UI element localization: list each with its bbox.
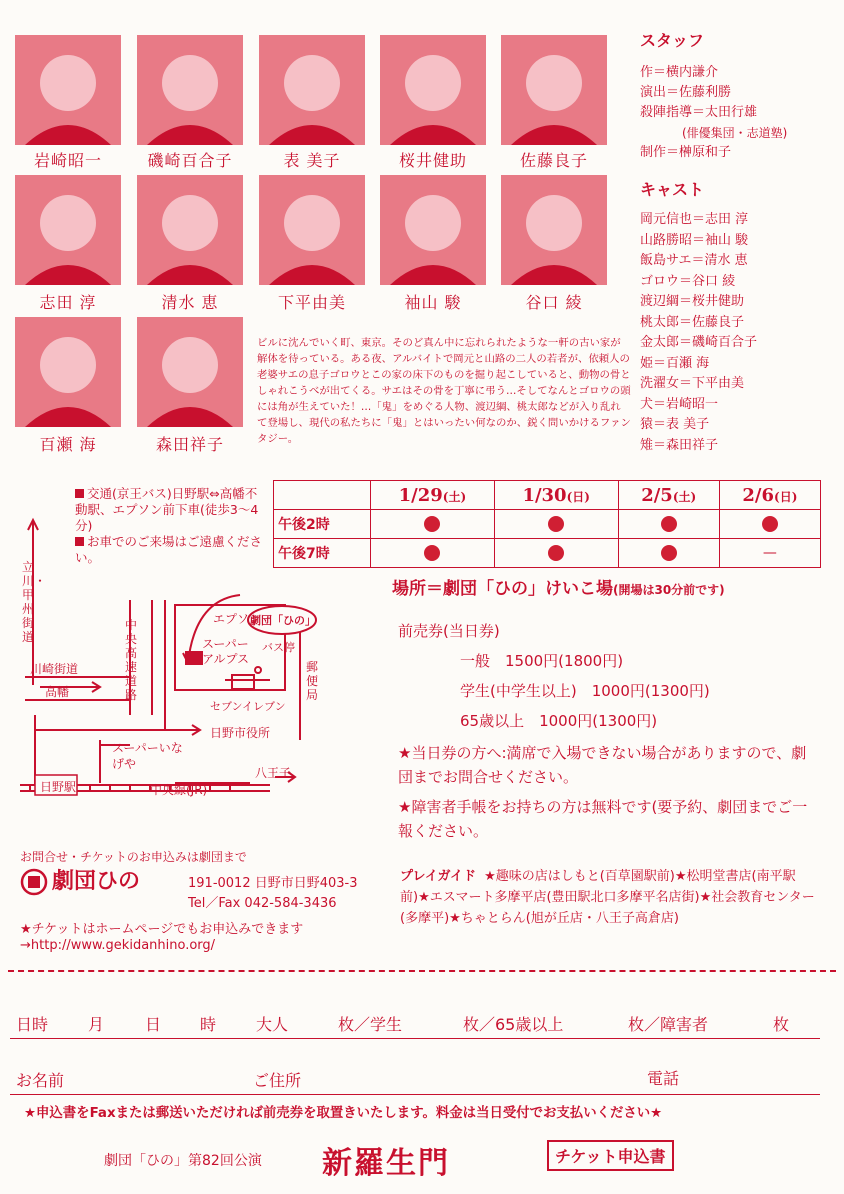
map-label-hino-station: 日野駅 xyxy=(40,780,77,794)
schedule-date: 1/30(日) xyxy=(494,481,618,510)
schedule-cell xyxy=(494,510,618,539)
form-label-address: ご住所 xyxy=(253,1071,302,1090)
price-student: 学生(中学生以上) 1000円(1300円) xyxy=(460,682,710,700)
performance-dot-icon xyxy=(661,545,677,561)
staff-heading: スタッフ xyxy=(640,31,705,50)
form-label-adult: 大人 xyxy=(256,1015,289,1034)
venue-note: (開場は30分前です) xyxy=(613,583,725,597)
ticket-form-badge: チケット申込書 xyxy=(547,1140,674,1171)
story-synopsis: ビルに沈んでいく町、東京。そのど真ん中に忘れられたような一軒の古い家が解体を待っている。ある夜、アルバイトで岡元と山路の二人の若者が、依頼人の老婆サエの息子ゴロウとこの家の床下のものを掘り起こしていると、動物の骨としゃれこうべが出てくる。サエはその骨を丁寧に弔う…そしてなんとゴロウの頭には角が生えていた！…「鬼」をめぐる人物、渡辺綱、桃太郎などが入り乱れて登場し、現代の私たちに「鬼」とはいったい何なのか、鋭く問いかけるファンタジー。 xyxy=(257,337,631,445)
map-label-epson: エプソン xyxy=(213,612,262,626)
cast-photo xyxy=(15,317,121,427)
performance-dot-icon xyxy=(548,545,564,561)
cast-name: 岩崎昭一 xyxy=(33,151,102,170)
contact-tel: Tel／Fax 042-584-3436 xyxy=(188,896,337,911)
staff-line: 作＝横内謙介 xyxy=(640,65,719,80)
schedule-cell xyxy=(371,510,495,539)
schedule-cell xyxy=(494,539,618,568)
playguide-title: プレイガイド xyxy=(400,869,477,884)
cast-line: 桃太郎＝佐藤良子 xyxy=(640,314,745,330)
cast-name: 谷口 綾 xyxy=(525,293,583,312)
cut-line xyxy=(8,970,836,972)
cast-line: 飯島サエ＝清水 恵 xyxy=(640,253,748,268)
form-label-disabled: 枚／障害者 xyxy=(628,1015,709,1034)
cast-line: 岡元信也＝志田 淳 xyxy=(640,212,749,227)
cast-name: 佐藤良子 xyxy=(519,151,588,170)
cast-name: 磯崎百合子 xyxy=(147,151,233,170)
schedule-date: 2/5(土) xyxy=(618,481,719,510)
cast-photo xyxy=(137,35,243,145)
play-title: 新羅生門 xyxy=(322,1146,450,1181)
map-label-tachikawa: 立川・甲州街道 xyxy=(22,560,47,644)
form-notice: ★申込書をFaxまたは郵送いただければ前売券を取置きいたします。料金は当日受付でお支払いください★ xyxy=(24,1106,663,1121)
logo-text: 劇団ひの xyxy=(52,869,141,894)
map-label-takahata: 高幡 xyxy=(45,685,70,699)
map-label-super-inageya: スーパーいなげや xyxy=(112,741,183,771)
form-label-student: 枚／学生 xyxy=(338,1015,403,1034)
performance-dot-icon xyxy=(548,516,564,532)
website-link[interactable]: →http://www.gekidanhino.org/ xyxy=(20,938,216,953)
cast-photo xyxy=(15,175,121,285)
cast-photo xyxy=(380,35,486,145)
cast-name: 志田 淳 xyxy=(39,293,97,312)
web-note: ★チケットはホームページでもお申込みできます xyxy=(20,922,304,937)
form-label-senior: 枚／65歳以上 xyxy=(463,1015,564,1034)
cast-line: 山路勝昭＝袖山 駿 xyxy=(640,232,749,248)
cast-line: 金太郎＝磯崎百合子 xyxy=(640,335,758,350)
access-car: お車でのご来場はご遠慮ください。 xyxy=(75,534,263,565)
cast-name: 桜井健助 xyxy=(398,151,467,170)
schedule-time: 午後7時 xyxy=(274,539,371,568)
performance-dot-icon xyxy=(661,516,677,532)
schedule-corner xyxy=(274,481,371,510)
cast-name: 袖山 駿 xyxy=(404,293,462,312)
cast-name: 下平由美 xyxy=(277,293,346,312)
map-label-city-office: 日野市役所 xyxy=(210,726,271,740)
form-label-month: 月 xyxy=(88,1015,105,1034)
schedule-cell xyxy=(371,539,495,568)
cast-name: 表 美子 xyxy=(283,151,341,170)
schedule-cell xyxy=(719,510,820,539)
cast-line: 渡辺綱＝桜井健助 xyxy=(640,294,745,309)
staff-line: 制作＝榊原和子 xyxy=(640,145,732,160)
form-label-count: 枚 xyxy=(773,1015,790,1034)
price-senior: 65歳以上 1000円(1300円) xyxy=(460,712,658,730)
cast-photo xyxy=(501,175,607,285)
form-line xyxy=(10,1094,820,1095)
map-label-chuo-line: 中央線(JR) xyxy=(150,783,208,797)
performance-number: 劇団「ひの」第82回公演 xyxy=(104,1153,262,1169)
map-label-kawasaki-kaido: 川崎街道 xyxy=(30,662,79,676)
schedule-cell xyxy=(618,510,719,539)
performance-dot-icon xyxy=(762,516,778,532)
map-label-bus-stop: バス停 xyxy=(262,641,295,654)
map-label-hachioji: 八王子 xyxy=(255,766,292,780)
form-label-name: お名前 xyxy=(16,1071,65,1090)
bullet-square-icon xyxy=(75,489,84,498)
cast-line: 姫＝百瀬 海 xyxy=(640,355,710,371)
map-label-theater: 劇団「ひの」 xyxy=(250,614,316,627)
map-label-super-alps: スーパーアルプス xyxy=(202,637,250,666)
performance-dot-icon xyxy=(424,516,440,532)
note-disabled: ★障害者手帳をお持ちの方は無料です(要予約、劇団までご一報ください。 xyxy=(398,798,808,840)
form-line xyxy=(10,1038,820,1039)
form-label-date: 日時 xyxy=(16,1015,49,1034)
contact-address: 191-0012 日野市日野403-3 xyxy=(188,876,358,891)
cast-line: 犬＝岩崎昭一 xyxy=(640,396,719,412)
cast-name: 清水 恵 xyxy=(161,293,219,312)
staff-line: (俳優集団・志道塾) xyxy=(682,126,788,140)
map-label-post-office: 郵便局 xyxy=(306,660,319,702)
venue-label: 場所＝劇団「ひの」けいこ場 xyxy=(392,579,613,599)
cast-photo xyxy=(15,35,121,145)
performance-dot-icon xyxy=(424,545,440,561)
schedule-date: 1/29(土) xyxy=(371,481,495,510)
cast-line: ゴロウ＝谷口 綾 xyxy=(640,273,736,289)
staff-line: 演出＝佐藤利勝 xyxy=(640,85,732,100)
schedule-cell xyxy=(618,539,719,568)
cast-line: 猿＝表 美子 xyxy=(640,417,710,432)
cast-photo xyxy=(259,175,365,285)
company-logo xyxy=(20,868,170,896)
map-label-seven-eleven: セブンイレブン xyxy=(210,700,286,713)
map-label-chuo-expressway: 中央高速道路 xyxy=(125,618,138,702)
form-label-phone: 電話 xyxy=(647,1069,680,1088)
cast-photo xyxy=(380,175,486,285)
cast-heading: キャスト xyxy=(640,180,705,199)
cast-name: 森田祥子 xyxy=(155,435,224,454)
cast-photo xyxy=(137,175,243,285)
cast-photo xyxy=(259,35,365,145)
schedule-time: 午後2時 xyxy=(274,510,371,539)
playguide-text: ★趣味の店はしもと(百草園駅前)★松明堂書店(南平駅前)★エスマート多摩平店(豊田駅北口多摩平名店街)★社会教育センター(多摩平)★ちゃとらん(旭が丘店・八王子高倉店) xyxy=(400,869,815,926)
cast-line: 雉＝森田祥子 xyxy=(640,437,719,453)
note-same-day: ★当日券の方へ:満席で入場できない場合がありますので、劇団までお問合せください。 xyxy=(398,744,807,786)
cast-name: 百瀬 海 xyxy=(39,435,97,454)
price-general: 一般 1500円(1800円) xyxy=(460,652,624,670)
cast-photo xyxy=(137,317,243,427)
staff-line: 殺陣指導＝太田行雄 xyxy=(640,105,758,120)
cast-line: 洗濯女＝下平由美 xyxy=(640,376,745,391)
cast-photo xyxy=(501,35,607,145)
schedule-table xyxy=(273,480,821,568)
form-label-hour: 時 xyxy=(200,1015,217,1034)
access-transport: 交通(京王バス)日野駅⇔高幡不動駅、エプソン前下車(徒歩3～4分) xyxy=(75,486,259,533)
form-label-day: 日 xyxy=(145,1015,162,1034)
schedule-cell: — xyxy=(719,539,820,568)
inquiry-text: お問合せ・チケットのお申込みは劇団まで xyxy=(20,850,247,864)
price-header: 前売券(当日券) xyxy=(398,622,500,640)
schedule-date: 2/6(日) xyxy=(719,481,820,510)
